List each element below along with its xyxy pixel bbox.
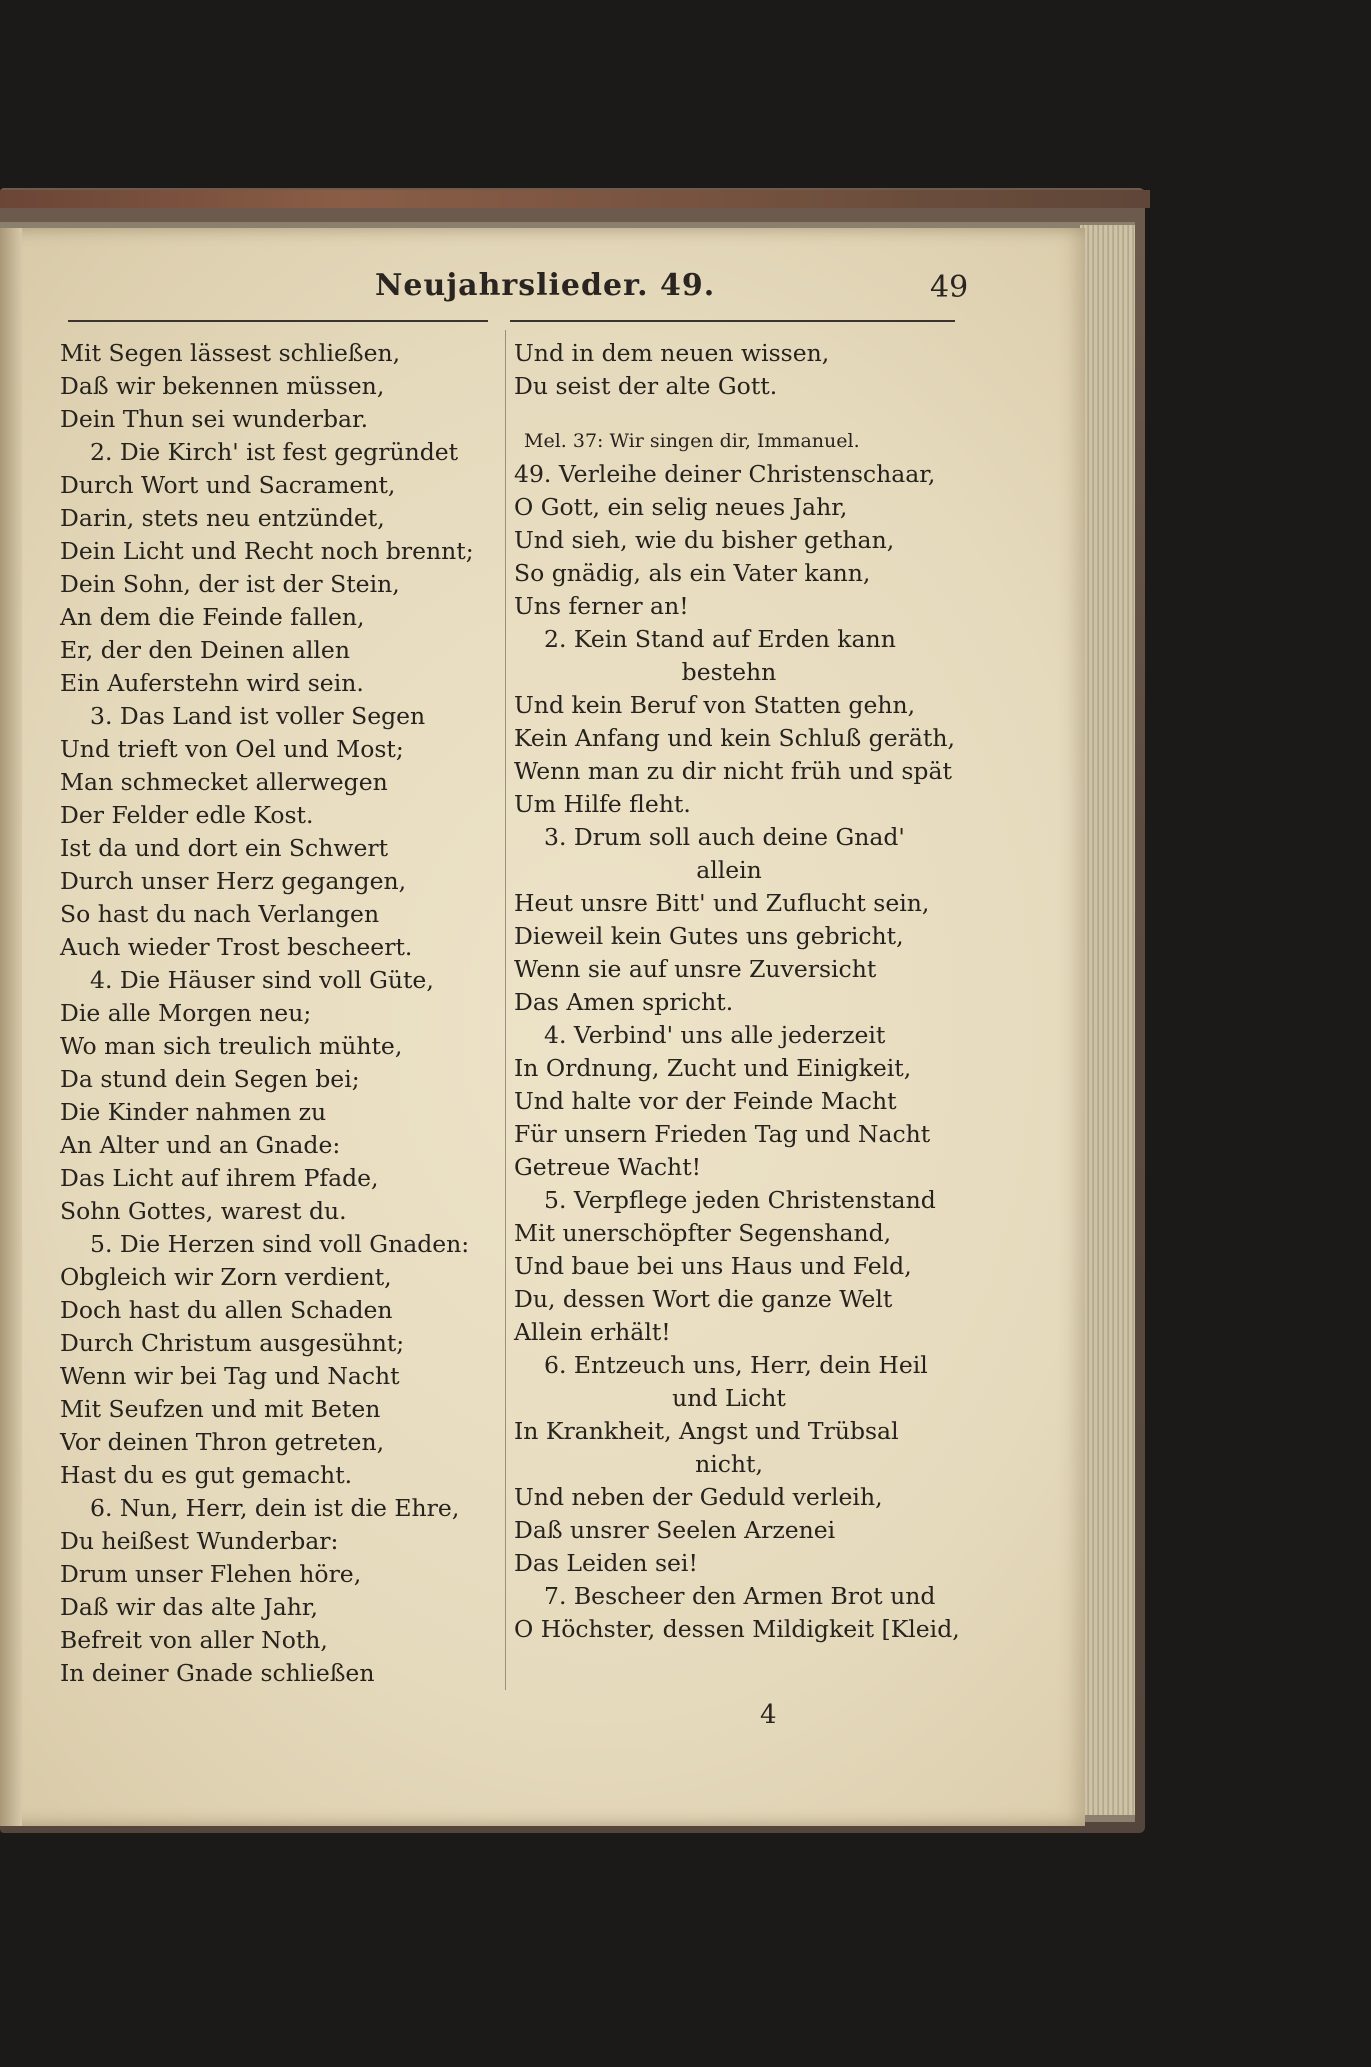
page-edges	[1080, 225, 1135, 1815]
verse-line: und Licht	[672, 1384, 786, 1412]
verse-line: 4. Verbind' uns alle jederzeit	[544, 1021, 886, 1049]
verse-line: Durch Wort und Sacrament,	[60, 471, 396, 499]
left-column	[60, 337, 500, 1690]
verse-line: O Gott, ein selig neues Jahr,	[514, 493, 848, 521]
verse-line: Vor deinen Thron getreten,	[60, 1428, 385, 1456]
verse-line: Kein Anfang und kein Schluß geräth,	[514, 724, 955, 752]
verse-line: Mit unerschöpfter Segenshand,	[514, 1219, 892, 1247]
verse-line: Mit Segen lässest schließen,	[60, 339, 401, 367]
verse-line: Und in dem neuen wissen,	[514, 339, 830, 367]
running-header: Neujahrslieder. 49.	[375, 268, 716, 303]
verse-line: 3. Das Land ist voller Segen	[90, 702, 426, 730]
book-cover-edge	[0, 190, 1150, 208]
verse-line: Dein Licht und Recht noch brennt;	[60, 537, 474, 565]
signature-mark: 4	[760, 1700, 777, 1730]
verse-line: Drum unser Flehen höre,	[60, 1560, 362, 1588]
verse-line: 2. Kein Stand auf Erden kann	[544, 625, 896, 653]
verse-line: Heut unsre Bitt' und Zuflucht sein,	[514, 889, 930, 917]
verse-line: Wenn wir bei Tag und Nacht	[60, 1362, 400, 1390]
verse-line: Da stund dein Segen bei;	[60, 1065, 360, 1093]
verse-line: Daß unsrer Seelen Arzenei	[514, 1516, 836, 1544]
verse-line: Um Hilfe fleht.	[514, 790, 691, 818]
verse-line: Du seist der alte Gott.	[514, 372, 778, 400]
verse-line: allein	[696, 856, 762, 884]
verse-line: In Ordnung, Zucht und Einigkeit,	[514, 1054, 912, 1082]
verse-line: 7. Bescheer den Armen Brot und	[544, 1582, 936, 1610]
verse-line: 5. Verpflege jeden Christenstand	[544, 1186, 936, 1214]
verse-line: Und trieft von Oel und Most;	[60, 735, 404, 763]
page-gutter	[0, 228, 22, 1826]
verse-line: Darin, stets neu entzündet,	[60, 504, 385, 532]
verse-line: 4. Die Häuser sind voll Güte,	[90, 966, 434, 994]
verse-line: In deiner Gnade schließen	[60, 1659, 375, 1687]
verse-line: In Krankheit, Angst und Trübsal	[514, 1417, 899, 1445]
verse-line: Für unsern Frieden Tag und Nacht	[514, 1120, 931, 1148]
verse-line: Allein erhält!	[514, 1318, 671, 1346]
verse-line: Dein Sohn, der ist der Stein,	[60, 570, 400, 598]
verse-line: Der Felder edle Kost.	[60, 801, 314, 829]
verse-line: Man schmecket allerwegen	[60, 768, 388, 796]
header-rule-left	[68, 320, 488, 322]
verse-line: 2. Die Kirch' ist fest gegründet	[90, 438, 459, 466]
page-number: 49	[930, 270, 969, 305]
verse-line: Und halte vor der Feinde Macht	[514, 1087, 897, 1115]
verse-line: nicht,	[695, 1450, 763, 1478]
header-rule-right	[510, 320, 955, 322]
verse-line: Ein Auferstehn wird sein.	[60, 669, 364, 697]
verse-line: Das Leiden sei!	[514, 1549, 698, 1577]
verse-line: Doch hast du allen Schaden	[60, 1296, 393, 1324]
verse-line: Getreue Wacht!	[514, 1153, 702, 1181]
verse-line: Durch Christum ausgesühnt;	[60, 1329, 405, 1357]
verse-line: 3. Drum soll auch deine Gnad'	[544, 823, 905, 851]
verse-line: Mit Seufzen und mit Beten	[60, 1395, 381, 1423]
verse-line: So hast du nach Verlangen	[60, 900, 380, 928]
verse-line: Daß wir das alte Jahr,	[60, 1593, 318, 1621]
verse-line: Und baue bei uns Haus und Feld,	[514, 1252, 912, 1280]
verse-line: Du heißest Wunderbar:	[60, 1527, 339, 1555]
verse-line: Und kein Beruf von Statten gehn,	[514, 691, 916, 719]
melody-note: Mel. 37: Wir singen dir, Immanuel.	[524, 430, 860, 452]
verse-line: Auch wieder Trost bescheert.	[60, 933, 413, 961]
verse-line: An dem die Feinde fallen,	[60, 603, 365, 631]
verse-line: Das Amen spricht.	[514, 988, 734, 1016]
verse-line: bestehn	[681, 658, 777, 686]
verse-line: O Höchster, dessen Mildigkeit [Kleid,	[514, 1615, 960, 1643]
verse-line: Er, der den Deinen allen	[60, 636, 350, 664]
verse-line: Dein Thun sei wunderbar.	[60, 405, 369, 433]
verse-line: Wo man sich treulich mühte,	[60, 1032, 403, 1060]
verse-line: Die Kinder nahmen zu	[60, 1098, 327, 1126]
stanza-gap	[514, 403, 974, 425]
verse-line: Obgleich wir Zorn verdient,	[60, 1263, 392, 1291]
hymn-first-line: 49. Verleihe deiner Christenschaar,	[514, 460, 936, 488]
verse-line: Hast du es gut gemacht.	[60, 1461, 353, 1489]
verse-line: 6. Nun, Herr, dein ist die Ehre,	[90, 1494, 460, 1522]
verse-line: Durch unser Herz gegangen,	[60, 867, 407, 895]
verse-line: Wenn sie auf unsre Zuversicht	[514, 955, 877, 983]
verse-line: Uns ferner an!	[514, 592, 689, 620]
verse-line: Die alle Morgen neu;	[60, 999, 312, 1027]
verse-line: An Alter und an Gnade:	[60, 1131, 341, 1159]
verse-line: Du, dessen Wort die ganze Welt	[514, 1285, 893, 1313]
verse-line: Daß wir bekennen müssen,	[60, 372, 385, 400]
verse-line: Befreit von aller Noth,	[60, 1626, 328, 1654]
verse-line: Das Licht auf ihrem Pfade,	[60, 1164, 379, 1192]
right-column	[514, 337, 974, 1646]
verse-line: Und sieh, wie du bisher gethan,	[514, 526, 895, 554]
verse-line: 5. Die Herzen sind voll Gnaden:	[90, 1230, 470, 1258]
verse-line: Sohn Gottes, warest du.	[60, 1197, 347, 1225]
column-divider	[505, 330, 506, 1690]
verse-line: Ist da und dort ein Schwert	[60, 834, 389, 862]
verse-line: Wenn man zu dir nicht früh und spät	[514, 757, 952, 785]
verse-line: Dieweil kein Gutes uns gebricht,	[514, 922, 904, 950]
verse-line: Und neben der Geduld verleih,	[514, 1483, 883, 1511]
verse-line: So gnädig, als ein Vater kann,	[514, 559, 871, 587]
verse-line: 6. Entzeuch uns, Herr, dein Heil	[544, 1351, 928, 1379]
